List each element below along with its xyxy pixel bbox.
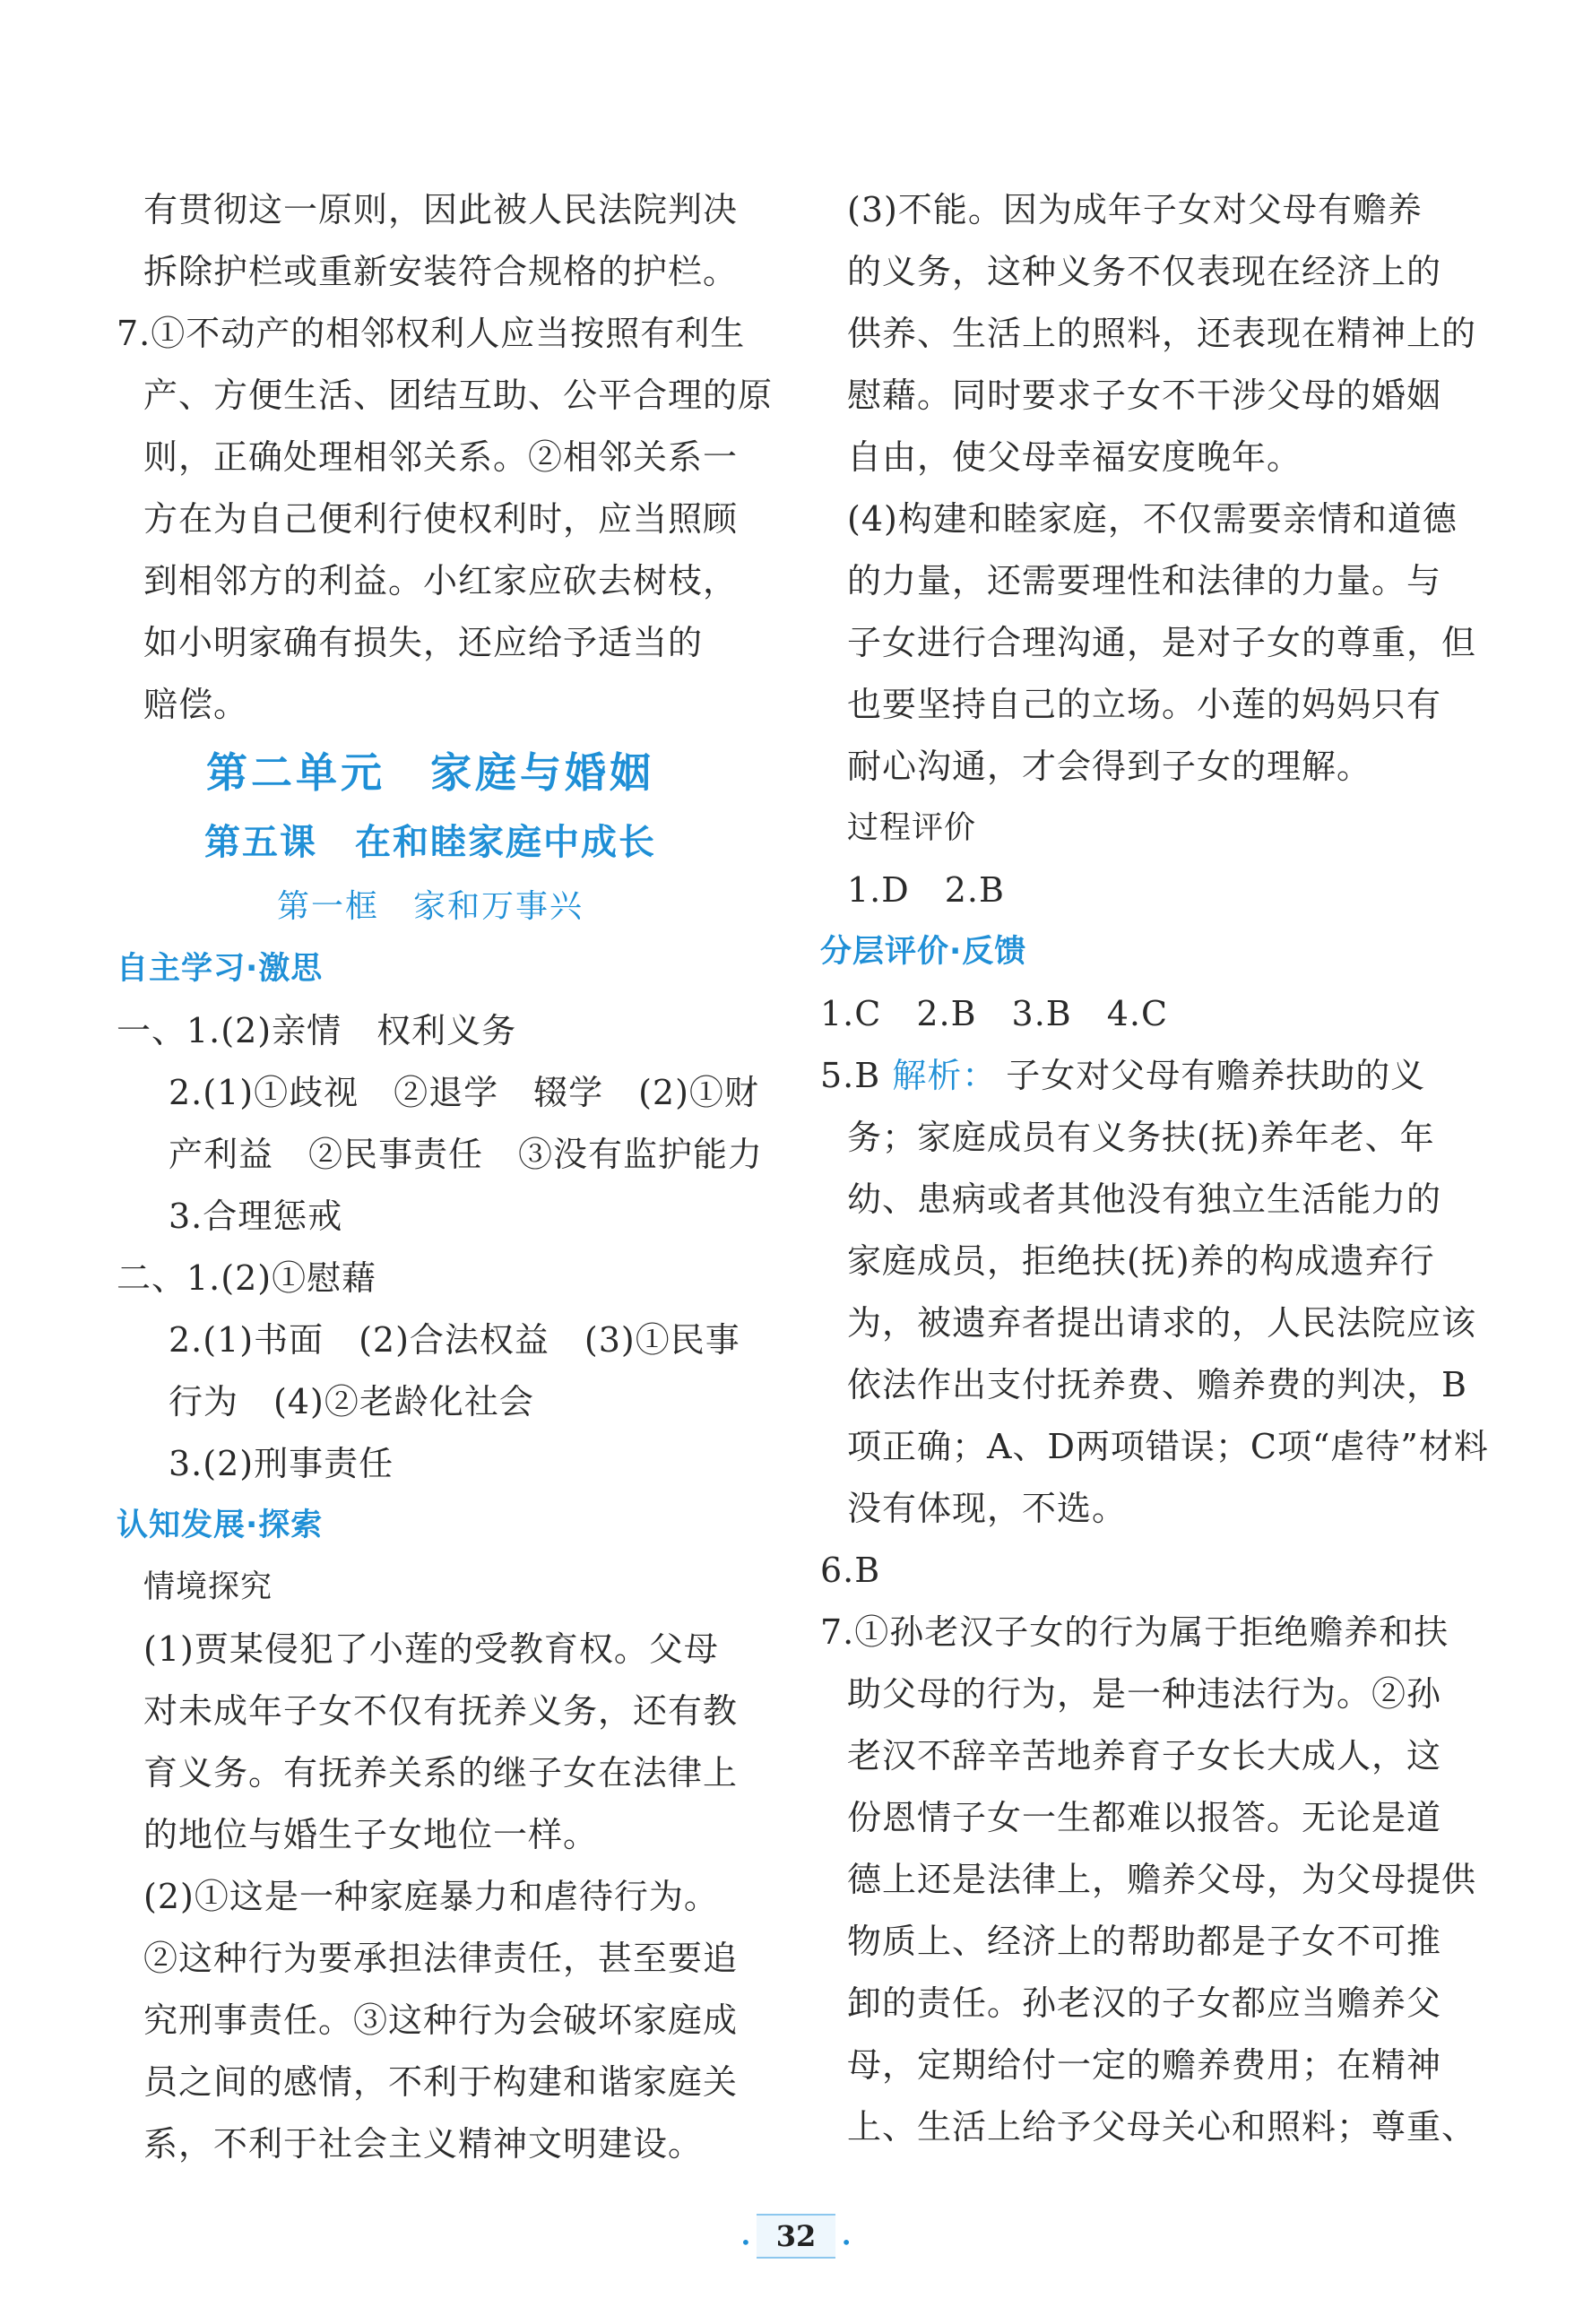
page-footer [0, 2214, 1592, 2268]
answer-line: 2.(1)①歧视 ②退学 辍学 (2)①财 [169, 1073, 759, 1112]
section-title-self-study: 自主学习·激思 [117, 951, 324, 987]
answer-line: 1.C 2.B 3.B 4.C [820, 994, 1169, 1033]
text-line: 育义务。有抚养关系的继子女在法律上 [143, 1753, 739, 1793]
text-line: 对未成年子女不仅有抚养义务，还有教 [143, 1691, 739, 1731]
text-line: 为，被遗弃者提出请求的，人民法院应该 [847, 1303, 1477, 1343]
text-line: 没有体现，不选。 [847, 1489, 1128, 1528]
text-line: 耐心沟通，才会得到子女的理解。 [847, 747, 1372, 786]
text-line: ②这种行为要承担法律责任，甚至要追 [143, 1939, 739, 1978]
text-line: 子女进行合理沟通，是对子女的尊重，但 [847, 623, 1477, 662]
unit-title: 第二单元 家庭与婚姻 [206, 748, 654, 797]
text-line: 有贯彻这一原则，因此被人民法院判决 [143, 190, 739, 229]
text-line: 赔偿。 [143, 685, 249, 724]
subsection-title-process: 过程评价 [847, 810, 977, 846]
text-line: 卸的责任。孙老汉的子女都应当赡养父 [847, 1983, 1442, 2023]
text-line: 老汉不辞辛苦地养育子女长大成人，这 [847, 1736, 1442, 1775]
section-title-cognitive: 认知发展·探索 [117, 1508, 324, 1543]
text-line: 拆除护栏或重新安装符合规格的护栏。 [143, 252, 739, 291]
left-column [117, 179, 774, 2175]
answer-line: 3.(2)刑事责任 [169, 1444, 394, 1483]
text-line: 的义务，这种义务不仅表现在经济上的 [847, 252, 1442, 291]
text-line: 家庭成员，拒绝扶(抚)养的构成遗弃行 [847, 1241, 1435, 1281]
text-line: (3)不能。因为成年子女对父母有赡养 [847, 190, 1423, 229]
dot-ornament-icon: • [841, 2231, 852, 2253]
text-line: 究刑事责任。③这种行为会破坏家庭成 [143, 2000, 739, 2040]
text-line: 上、生活上给予父母关心和照料；尊重、 [847, 2107, 1477, 2147]
page-number-badge [699, 2214, 893, 2259]
section-title-layered: 分层评价·反馈 [820, 934, 1027, 970]
text-line: 方在为自己便利行使权利时，应当照顾 [143, 499, 739, 539]
answer-line: 2.(1)书面 (2)合法权益 (3)①民事 [169, 1320, 740, 1360]
text-line: 的地位与婚生子女地位一样。 [143, 1815, 599, 1854]
text-line: 如小明家确有损失，还应给予适当的 [143, 623, 704, 662]
q5-answer: 5.B [820, 1056, 881, 1095]
right-column [820, 179, 1489, 2158]
text-line: 自由，使父母幸福安度晚年。 [847, 437, 1302, 477]
text-line: 母，定期给付一定的赡养费用；在精神 [847, 2045, 1442, 2085]
answer-line: 行为 (4)②老龄化社会 [169, 1382, 534, 1421]
text-line: 德上还是法律上，赡养父母，为父母提供 [847, 1860, 1477, 1899]
text-line: 务；家庭成员有义务扶(抚)养年老、年 [847, 1118, 1435, 1157]
text-line: 7.①不动产的相邻权利人应当按照有利生 [117, 314, 746, 353]
text-line: (4)构建和睦家庭，不仅需要亲情和道德 [847, 499, 1458, 539]
text-line: 系，不利于社会主义精神文明建设。 [143, 2124, 704, 2164]
text-line: 则，正确处理相邻关系。②相邻关系一 [143, 437, 739, 477]
text-line: 幼、患病或者其他没有独立生活能力的 [847, 1179, 1442, 1219]
text-line: 到相邻方的利益。小红家应砍去树枝， [143, 561, 739, 600]
text-line: 物质上、经济上的帮助都是子女不可推 [847, 1922, 1442, 1961]
frame-title: 第一框 家和万事兴 [276, 888, 584, 925]
answer-line: 产利益 ②民事责任 ③没有监护能力 [169, 1135, 764, 1174]
lesson-title: 第五课 在和睦家庭中成长 [204, 821, 656, 863]
answer-line: 一、1.(2)亲情 权利义务 [117, 1011, 517, 1050]
text-line: 慰藉。同时要求子女不干涉父母的婚姻 [847, 376, 1442, 415]
q5-line [820, 1045, 1466, 1107]
answer-line: 3.合理惩戒 [169, 1197, 343, 1236]
text-line: 员之间的感情，不利于构建和谐家庭关 [143, 2062, 739, 2102]
page-number: 32 [757, 2214, 836, 2259]
dot-ornament-icon: • [740, 2231, 751, 2253]
answer-line: 二、1.(2)①慰藉 [117, 1258, 377, 1298]
answer-line: 6.B [820, 1551, 881, 1590]
text-line: 助父母的行为，是一种违法行为。②孙 [847, 1674, 1442, 1714]
text-line: 供养、生活上的照料，还表现在精神上的 [847, 314, 1477, 353]
subsection-title-scenario: 情境探究 [143, 1569, 273, 1605]
text-line: (2)①这是一种家庭暴力和虐待行为。 [143, 1877, 719, 1916]
text-line: 份恩情子女一生都难以报答。无论是道 [847, 1798, 1442, 1837]
text-line: 的力量，还需要理性和法律的力量。与 [847, 561, 1442, 600]
analysis-tag: 解析： [892, 1056, 998, 1095]
text-line: (1)贾某侵犯了小莲的受教育权。父母 [143, 1629, 719, 1669]
text-line: 项正确；A、D两项错误；C项“虐待”材料 [847, 1427, 1489, 1466]
q5-text: 子女对父母有赡养扶助的义 [1006, 1056, 1426, 1095]
text-line: 也要坚持自己的立场。小莲的妈妈只有 [847, 685, 1442, 724]
answer-line: 1.D 2.B [847, 870, 1005, 910]
text-line: 产、方便生活、团结互助、公平合理的原 [143, 376, 774, 415]
text-line: 依法作出支付抚养费、赡养费的判决，B [847, 1365, 1467, 1404]
text-line: 7.①孙老汉子女的行为属于拒绝赡养和扶 [820, 1612, 1449, 1652]
